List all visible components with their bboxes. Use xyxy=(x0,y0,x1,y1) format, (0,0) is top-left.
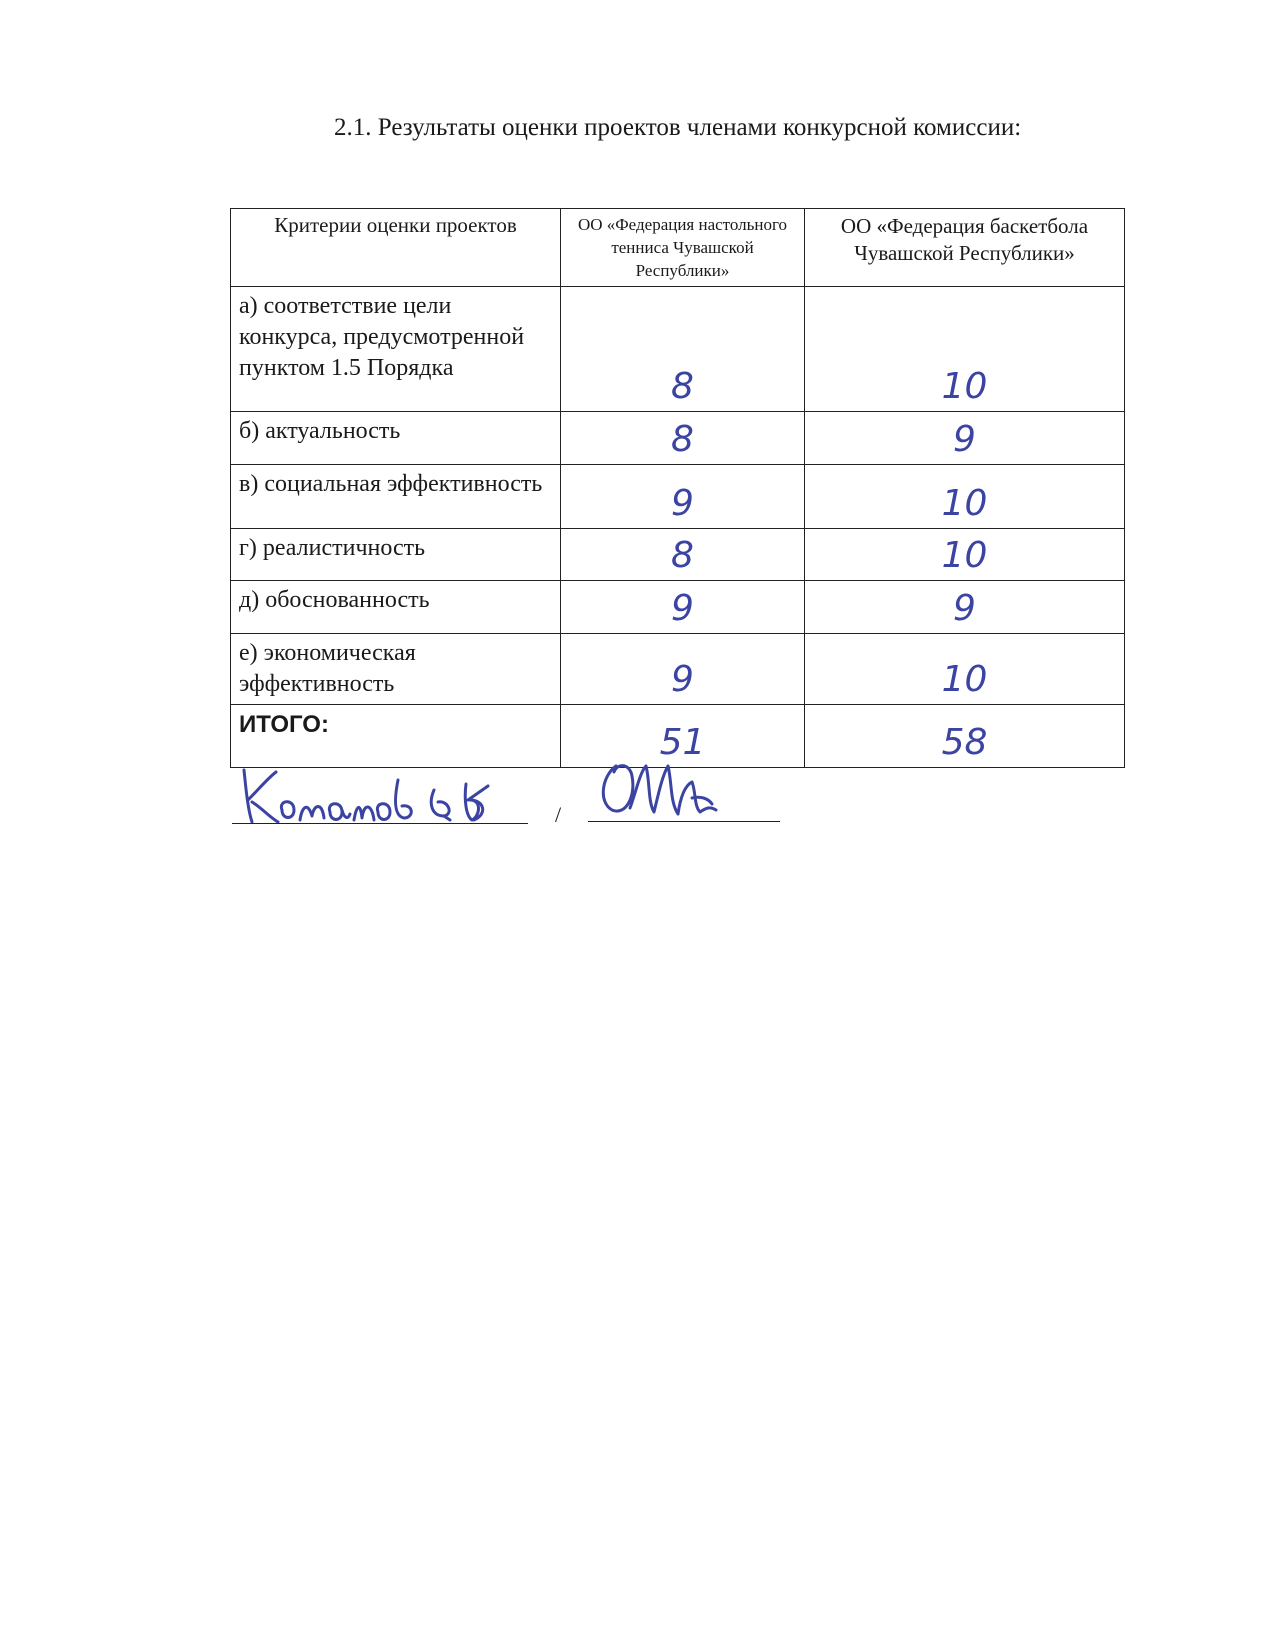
score-cell xyxy=(805,634,1125,705)
criterion-cell: д) обоснованность xyxy=(231,581,561,634)
score-value: 8 xyxy=(671,366,694,407)
table-row xyxy=(231,529,1125,581)
handwritten-name-signature xyxy=(238,760,538,830)
score-value: 8 xyxy=(671,419,694,460)
table-row xyxy=(231,634,1125,705)
score-value: 8 xyxy=(671,535,694,576)
score-cell xyxy=(561,529,805,581)
section-heading: 2.1. Результаты оценки проектов членами конкурсной комиссии: xyxy=(334,114,1022,141)
total-score-value: 58 xyxy=(941,722,988,763)
criterion-cell: б) актуальность xyxy=(231,412,561,465)
criterion-cell: в) социальная эффективность xyxy=(231,465,561,529)
score-value: 10 xyxy=(941,535,988,576)
score-value: 9 xyxy=(671,588,694,629)
score-cell xyxy=(561,581,805,634)
score-value: 9 xyxy=(671,659,694,700)
score-cell xyxy=(805,465,1125,529)
header-project-basketball: ОО «Федерация баскетбола Чувашской Республики» xyxy=(805,209,1125,287)
signature-line-name xyxy=(232,823,528,824)
score-cell xyxy=(805,412,1125,465)
table-header-row xyxy=(231,209,1125,287)
evaluation-table xyxy=(230,208,1125,768)
score-cell xyxy=(561,412,805,465)
score-value: 9 xyxy=(953,419,976,460)
score-cell xyxy=(561,287,805,412)
header-criteria: Критерии оценки проектов xyxy=(231,209,561,287)
score-cell xyxy=(805,529,1125,581)
score-cell xyxy=(561,465,805,529)
criterion-cell: г) реалистичность xyxy=(231,529,561,581)
score-value: 10 xyxy=(941,483,988,524)
handwritten-signature xyxy=(596,752,746,826)
total-score-cell xyxy=(805,705,1125,768)
total-label: ИТОГО: xyxy=(231,705,561,768)
table-row xyxy=(231,287,1125,412)
signature-separator: / xyxy=(555,802,562,827)
total-score-value: 51 xyxy=(659,722,706,763)
score-value: 9 xyxy=(953,588,976,629)
criterion-cell: а) соответствие цели конкурса, предусмотренной пунктом 1.5 Порядка xyxy=(231,287,561,412)
score-value: 10 xyxy=(941,366,988,407)
criterion-cell: е) экономическая эффективность xyxy=(231,634,561,705)
table-row xyxy=(231,581,1125,634)
score-cell xyxy=(805,581,1125,634)
score-value: 10 xyxy=(941,659,988,700)
header-project-tennis: ОО «Федерация настольного тенниса Чувашской Республики» xyxy=(561,209,805,287)
score-cell xyxy=(561,634,805,705)
score-value: 9 xyxy=(671,483,694,524)
signature-line-personal xyxy=(588,821,780,822)
table-row xyxy=(231,465,1125,529)
score-cell xyxy=(805,287,1125,412)
table-row xyxy=(231,412,1125,465)
